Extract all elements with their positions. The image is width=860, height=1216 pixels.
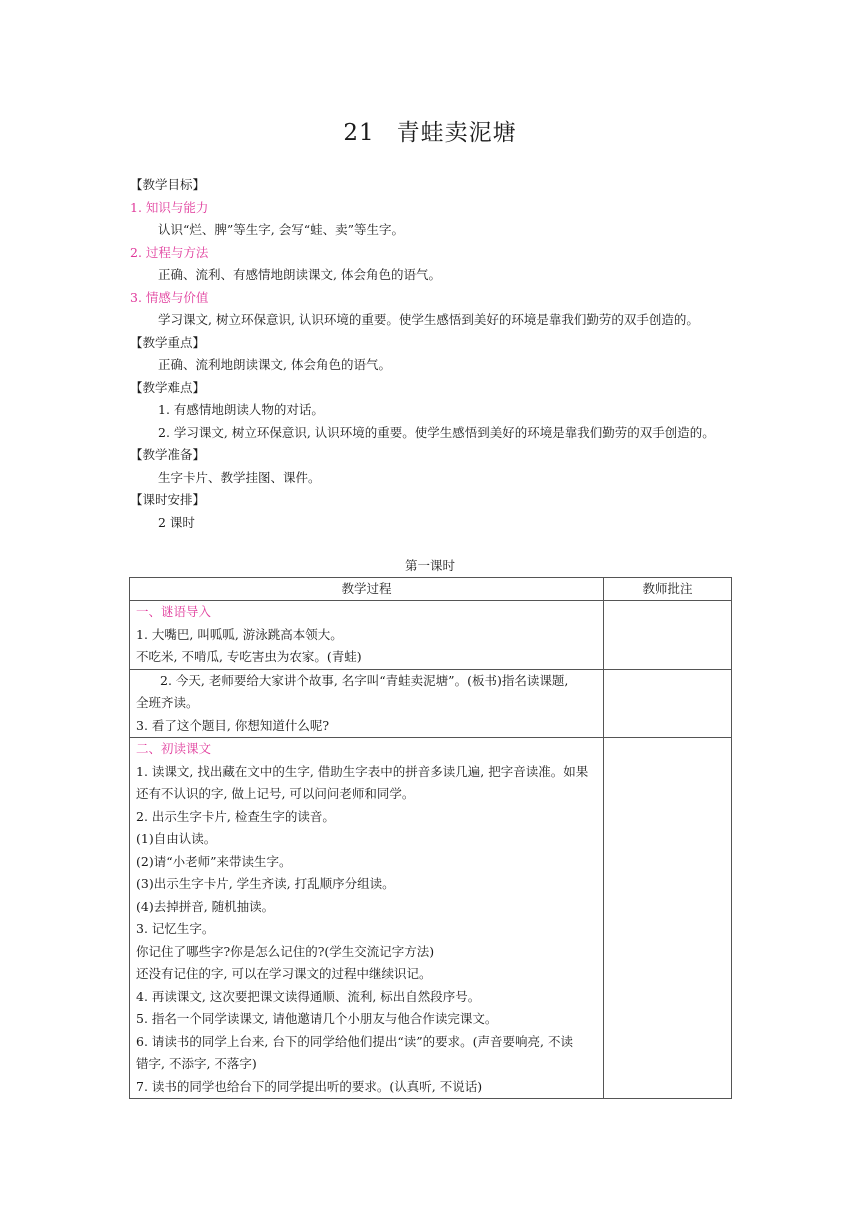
step-text: 2. 出示生字卡片, 检查生字的读音。 [136,808,335,824]
step-text: (2)请“小老师”来带读生字。 [136,853,292,869]
section-heading: 【教学难点】 [130,379,206,395]
table-row [130,601,732,670]
step-text: (1)自由认读。 [136,831,217,846]
plan-text: 认识“烂、脾”等生字, 会写“蛙、卖”等生字。 [158,222,405,237]
step-text: 5. 指名一个同学读课文, 请他邀请几个小朋友与他合作读完课文。 [136,1011,498,1026]
table-header-row [130,578,732,601]
step-text: 1. 大嘴巴, 叫呱呱, 游泳跳高本领大。 [136,626,343,642]
step-text: 2. 今天, 老师要给大家讲个故事, 名字叫“青蛙卖泥塘”。(板书)指名读课题, [160,672,569,688]
process-cell [130,601,604,670]
step-text: (4)去掉拼音, 随机抽读。 [136,898,275,914]
session-title: 第一课时 [404,558,455,573]
step-text: 4. 再读课文, 这次要把课文读得通顺、流利, 标出自然段序号。 [136,988,481,1004]
subsection-heading: 2. 过程与方法 [130,244,209,260]
step-heading: 一、谜语导入 [136,604,212,619]
plan-text: 正确、流利地朗读课文, 体会角色的语气。 [158,357,391,372]
section-heading: 【课时安排】 [130,492,206,507]
step-heading: 二、初读课文 [136,741,212,756]
process-cell [130,669,604,738]
step-text: 还没有记住的字, 可以在学习课文的过程中继续识记。 [136,966,432,981]
plan-text: 正确、流利、有感情地朗读课文, 体会角色的语气。 [158,267,441,282]
teacher-notes-cell [604,601,732,670]
step-text: 1. 读课文, 找出藏在文中的生字, 借助生字表中的拼音多读几遍, 把字音读准。如果 [136,763,589,779]
teaching-process-table [129,577,732,1099]
step-text: 你记住了哪些字?你是怎么记住的?(学生交流记字方法) [136,943,435,959]
lesson-number: 21 [343,120,375,146]
table-row [130,669,732,738]
step-text: 3. 看了这个题目, 你想知道什么呢? [136,717,330,733]
plan-text: 1. 有感情地朗读人物的对话。 [158,402,324,417]
teaching-plan [130,174,730,534]
plan-text: 2 课时 [158,514,195,530]
step-text: 不吃米, 不啃瓜, 专吃害虫为农家。(青蛙) [136,649,362,664]
section-heading: 【教学准备】 [130,447,206,462]
step-text: 7. 读书的同学也给台下的同学提出听的要求。(认真听, 不说话) [136,1078,483,1094]
lesson-title: 青蛙卖泥塘 [396,120,517,146]
plan-text: 学习课文, 树立环保意识, 认识环境的重要。使学生感悟到美好的环境是靠我们勤劳的双手创造的。 [158,312,699,327]
header-notes: 教师批注 [604,578,732,601]
header-process: 教学过程 [130,578,604,601]
section-heading: 【教学目标】 [130,177,206,192]
step-text: (3)出示生字卡片, 学生齐读, 打乱顺序分组读。 [136,876,395,891]
teacher-notes-cell [604,738,732,1099]
plan-text: 生字卡片、教学挂图、课件。 [158,469,321,485]
page-title [0,114,860,147]
step-text: 还有不认识的字, 做上记号, 可以问问老师和同学。 [136,786,415,801]
subsection-heading: 3. 情感与价值 [130,289,209,305]
table-row [130,738,732,1099]
step-text: 6. 请读书的同学上台来, 台下的同学给他们提出“读”的要求。(声音要响亮, 不读 [136,1033,573,1049]
step-text: 错字, 不添字, 不落字) [136,1056,257,1071]
step-text: 3. 记忆生字。 [136,921,215,936]
plan-text: 2. 学习课文, 树立环保意识, 认识环境的重要。使学生感悟到美好的环境是靠我们勤劳的双手创造的。 [158,424,715,440]
teacher-notes-cell [604,669,732,738]
subsection-heading: 1. 知识与能力 [130,199,209,215]
section-heading: 【教学重点】 [130,334,206,350]
step-text: 全班齐读。 [136,695,199,710]
process-cell [130,738,604,1099]
